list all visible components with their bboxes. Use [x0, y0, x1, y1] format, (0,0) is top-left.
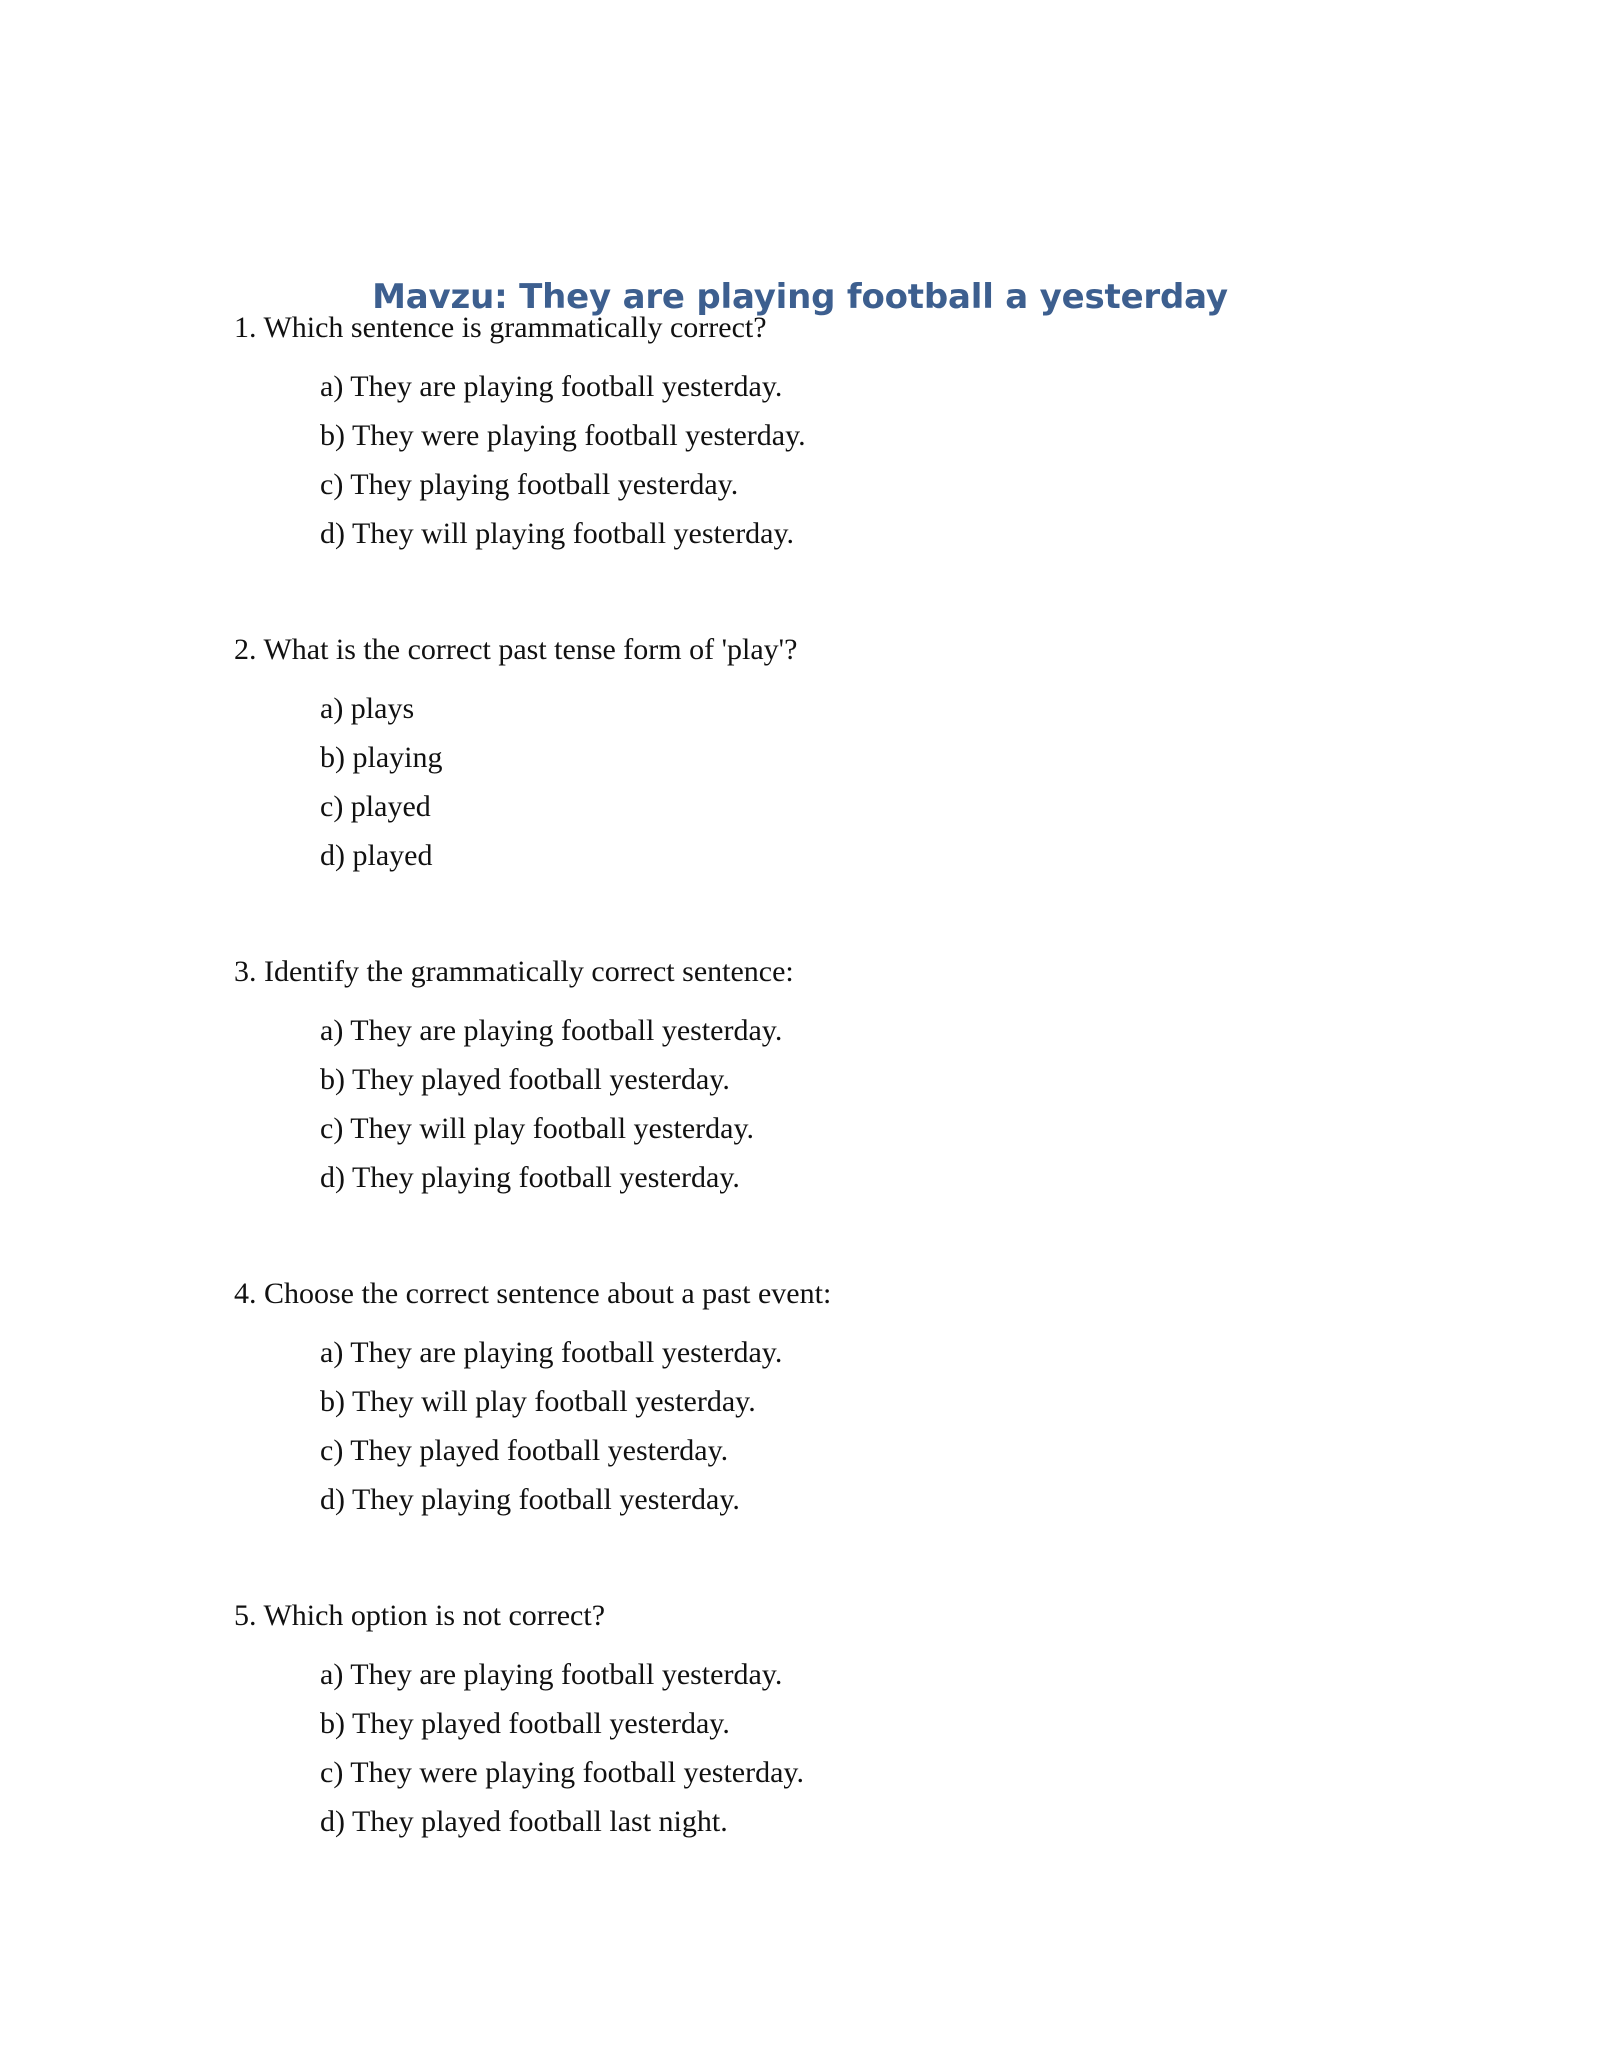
document-title: Mavzu: They are playing football a yesterday	[372, 276, 1228, 317]
answer-options	[320, 362, 1414, 558]
question-5	[234, 1594, 1414, 1916]
answer-options	[320, 1006, 1414, 1202]
option-b: b) playing	[320, 741, 443, 774]
option-d: d) played	[320, 839, 433, 872]
question-4	[234, 1272, 1414, 1594]
option-a: a) They are playing football yesterday.	[320, 1014, 783, 1047]
question-text: 1. Which sentence is grammatically correct?	[234, 311, 767, 344]
answer-options	[320, 1650, 1414, 1846]
option-b: b) They will play football yesterday.	[320, 1385, 756, 1418]
option-a: a) They are playing football yesterday.	[320, 1336, 783, 1369]
question-text: 2. What is the correct past tense form of 'play'?	[234, 633, 798, 666]
option-b: b) They played football yesterday.	[320, 1063, 730, 1096]
option-d: d) They played football last night.	[320, 1805, 728, 1838]
option-d: d) They playing football yesterday.	[320, 1161, 740, 1194]
option-c: c) They playing football yesterday.	[320, 468, 739, 501]
option-c: c) They played football yesterday.	[320, 1434, 729, 1467]
question-1	[234, 306, 1414, 628]
question-3	[234, 950, 1414, 1272]
answer-options	[320, 684, 1414, 880]
option-d: d) They will playing football yesterday.	[320, 517, 795, 550]
question-list	[234, 306, 1414, 1916]
option-a: a) They are playing football yesterday.	[320, 1658, 783, 1691]
option-b: b) They were playing football yesterday.	[320, 419, 806, 452]
option-c: c) played	[320, 790, 431, 823]
answer-options	[320, 1328, 1414, 1524]
question-2	[234, 628, 1414, 950]
option-c: c) They will play football yesterday.	[320, 1112, 755, 1145]
question-text: 5. Which option is not correct?	[234, 1599, 606, 1632]
option-d: d) They playing football yesterday.	[320, 1483, 740, 1516]
option-a: a) plays	[320, 692, 415, 725]
option-c: c) They were playing football yesterday.	[320, 1756, 804, 1789]
option-a: a) They are playing football yesterday.	[320, 370, 783, 403]
question-text: 4. Choose the correct sentence about a past event:	[234, 1277, 832, 1310]
option-b: b) They played football yesterday.	[320, 1707, 730, 1740]
question-text: 3. Identify the grammatically correct sentence:	[234, 955, 794, 988]
